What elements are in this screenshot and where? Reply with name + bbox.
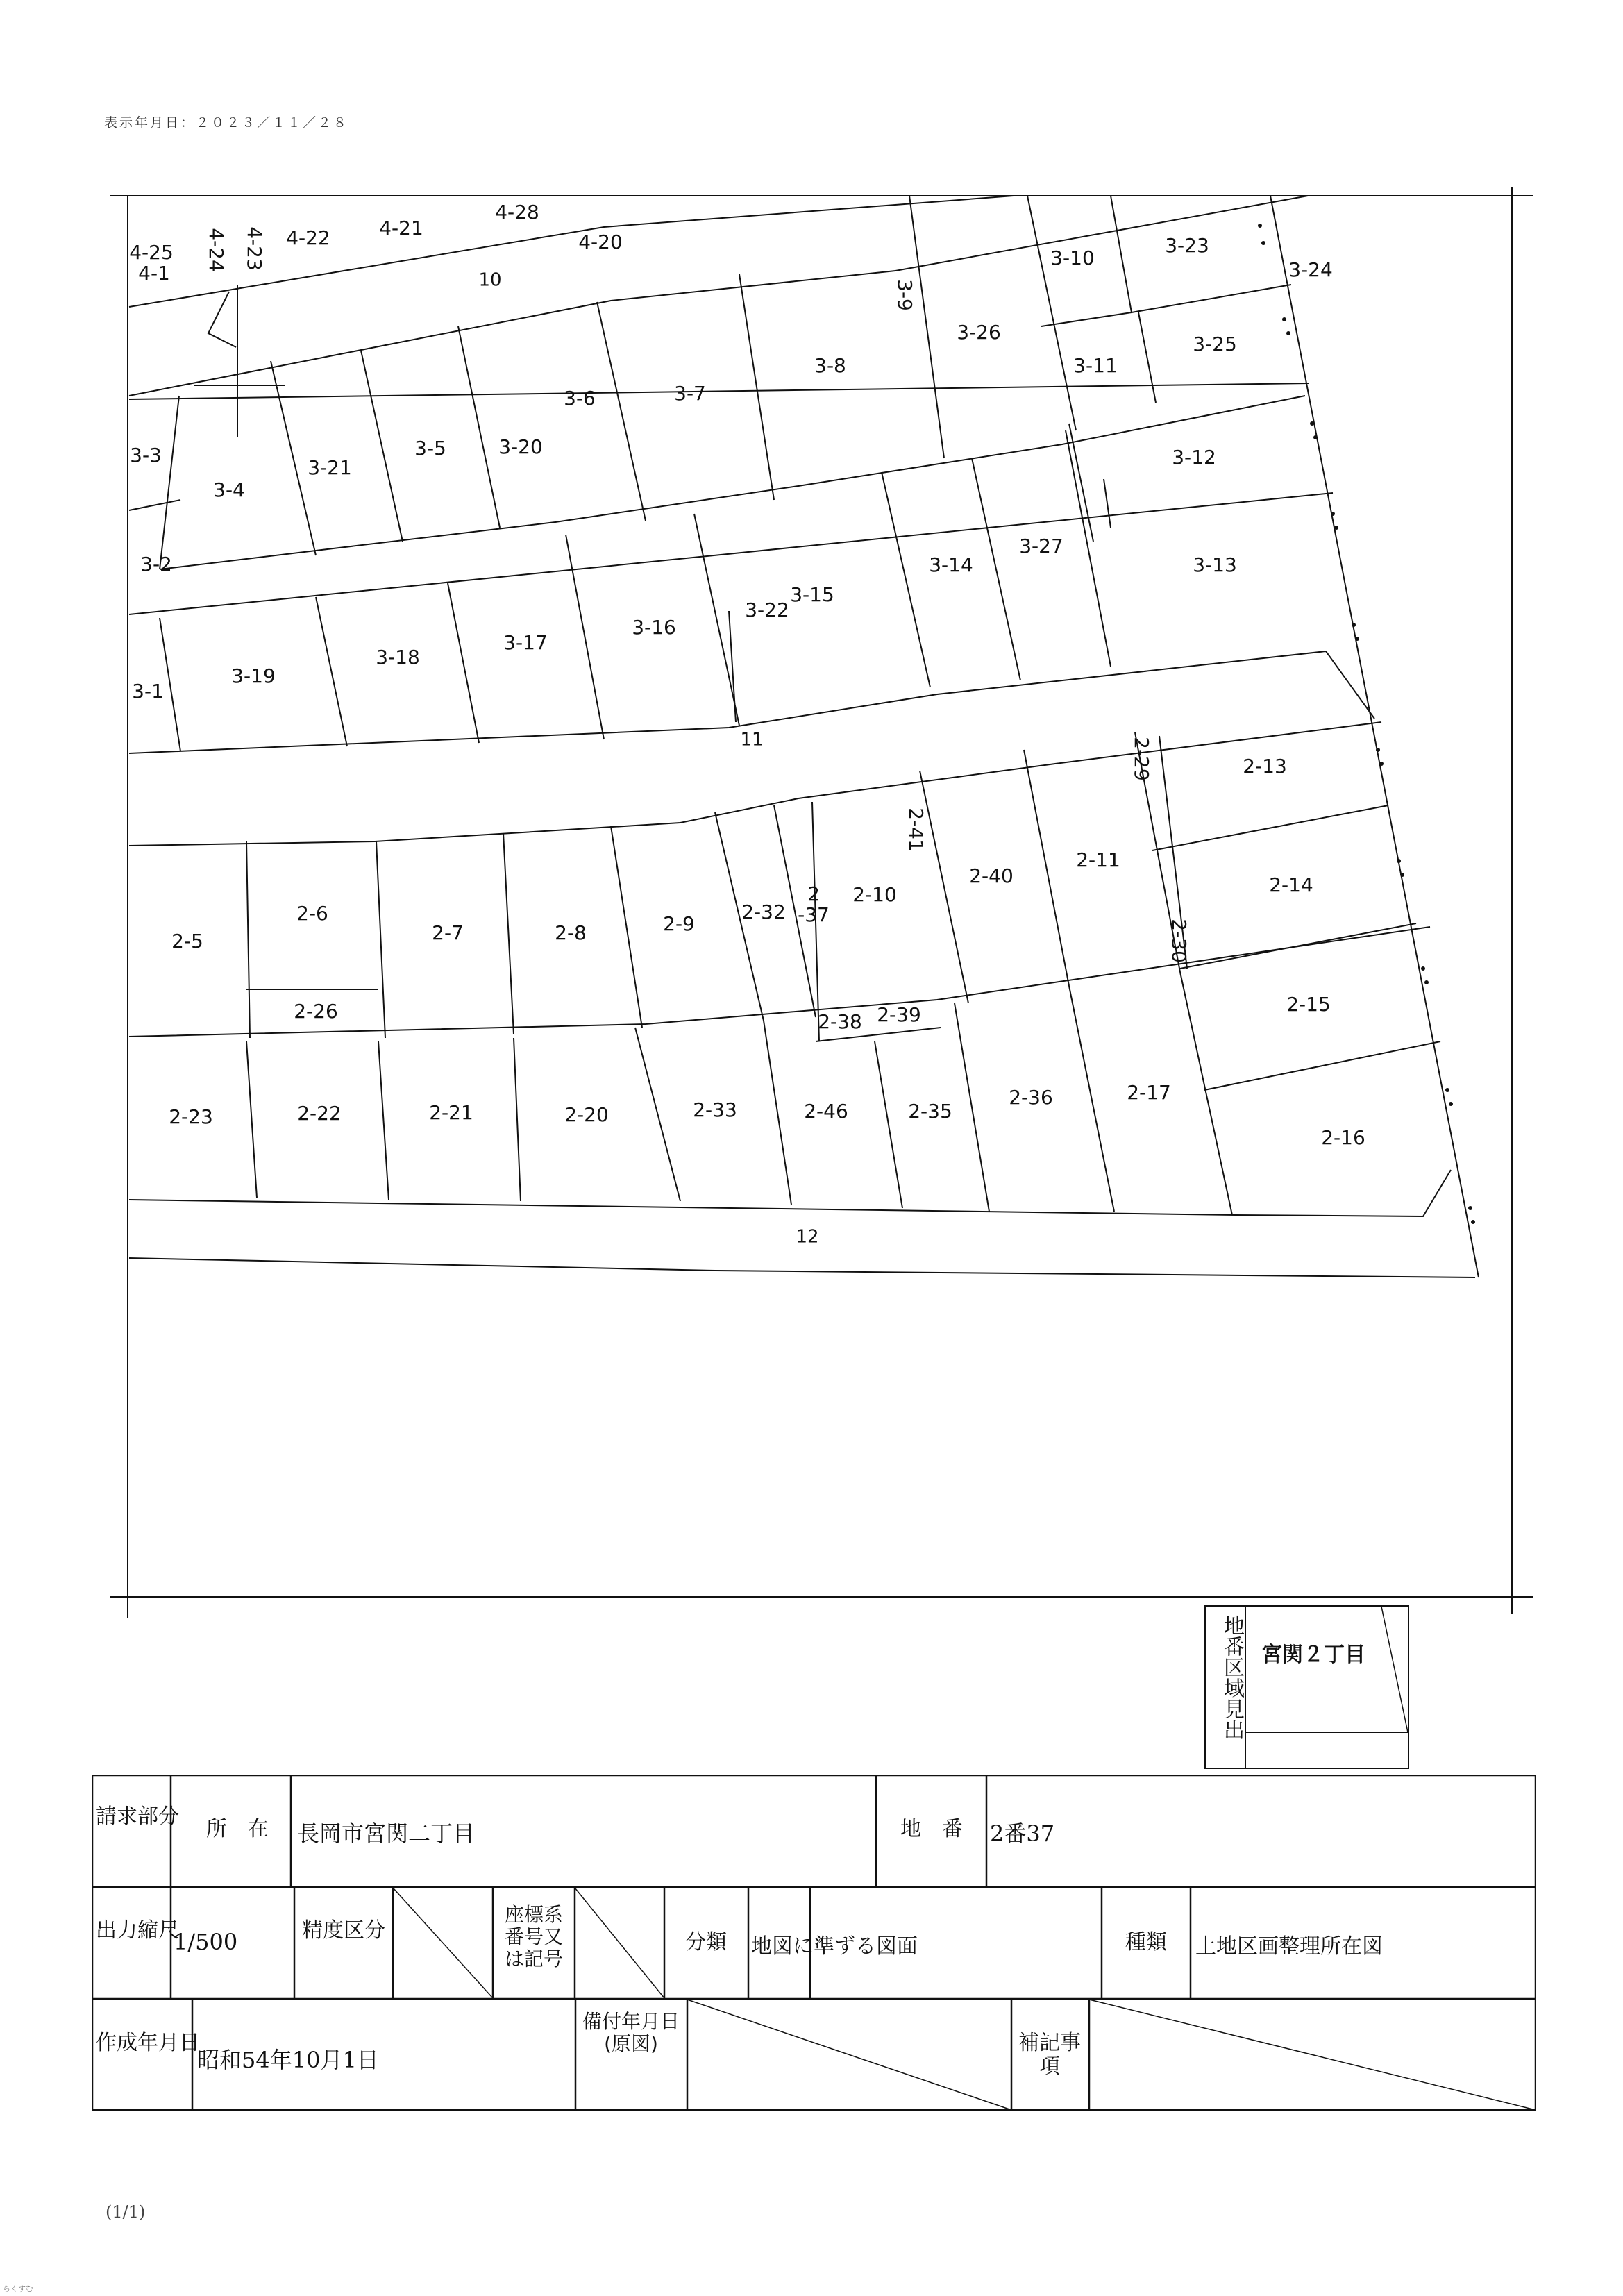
parcel-label: 3-2: [140, 553, 172, 576]
parcel-label: 4-24: [205, 228, 228, 272]
parcel-label: 3-23: [1165, 234, 1209, 257]
location-value: 長岡市宮関二丁目: [297, 1820, 476, 1847]
parcel-label: 3-16: [632, 616, 676, 639]
parcel-label: 3-18: [376, 646, 420, 669]
location-label: 所 在: [206, 1817, 269, 1841]
parcel-label: 2-38: [818, 1010, 862, 1033]
parcel-label: 2-11: [1076, 848, 1120, 871]
parcel-label: 2-9: [663, 912, 695, 935]
parcel-label: 2-15: [1286, 993, 1331, 1016]
parcel-label: 2-29: [1130, 737, 1153, 781]
parcel-label: 2-35: [908, 1100, 952, 1123]
parcel-label: 2-6: [296, 902, 328, 925]
coord-label: 座標系番号又は記号: [504, 1903, 563, 1970]
parcel-label: 2-30: [1168, 919, 1191, 963]
lot-label: 地 番: [900, 1817, 963, 1841]
parcel-label: 2-8: [555, 921, 587, 944]
parcel-label: 2-46: [804, 1100, 848, 1123]
parcel-label: 3-13: [1193, 553, 1237, 576]
parcel-label: 2-20: [564, 1103, 609, 1126]
parcel-label: 3-22: [745, 598, 789, 621]
road-label: 12: [796, 1226, 819, 1248]
category-label: 分類: [685, 1930, 727, 1954]
parcel-label: 3-4: [213, 478, 245, 501]
parcel-label: 4-1: [138, 262, 170, 285]
parcel-label: 2-21: [429, 1101, 473, 1124]
parcel-label: 3-25: [1193, 333, 1237, 355]
parcel-label: 2-13: [1243, 755, 1287, 778]
precision-label: 精度区分: [302, 1918, 385, 1943]
parcel-label: 2-26: [294, 1000, 338, 1023]
created-value: 昭和54年10月1日: [197, 2047, 379, 2073]
parcel-label: 2-41: [905, 807, 927, 852]
parcel-label: 3-5: [414, 437, 446, 460]
dated-label: 備付年月日(原図): [582, 2010, 680, 2055]
parcel-label: 3-20: [498, 435, 543, 458]
page-count: (1/1): [106, 2202, 146, 2222]
notes-label: 補記事項: [1018, 2031, 1081, 2079]
parcel-label: 2-22: [297, 1102, 342, 1125]
parcel-label: 4-20: [578, 231, 623, 253]
parcel-label: 3-26: [957, 321, 1001, 344]
parcel-label: 3-6: [564, 387, 596, 410]
parcel-label: 4-25: [129, 241, 174, 264]
parcel-label: 3-19: [231, 664, 276, 687]
parcel-label: 3-7: [674, 382, 706, 405]
parcel-label: 4-21: [379, 217, 423, 240]
info-table: [92, 1775, 1536, 2111]
parcel-label: 4-23: [243, 226, 266, 271]
kind-label: 種類: [1125, 1930, 1167, 1954]
parcel-label: 3-12: [1172, 446, 1216, 469]
road-label: 11: [740, 729, 764, 751]
parcel-label: 3-17: [503, 631, 548, 654]
parcel-label: 3-27: [1019, 535, 1063, 558]
parcel-label: 3-8: [814, 354, 846, 377]
parcel-label: 2-14: [1269, 873, 1313, 896]
print-date: 表示年月日：２０２３／１１／２８: [104, 115, 349, 131]
parcel-label: 3-11: [1073, 354, 1118, 377]
request-label: 請求部分: [96, 1804, 179, 1829]
index-label: 地番区域見出: [1204, 1605, 1246, 1769]
parcel-label: 3-14: [929, 553, 973, 576]
parcel-label: 2-17: [1127, 1081, 1171, 1104]
parcel-label: 3-3: [130, 444, 162, 467]
category-value: 地図に準ずる図面: [751, 1934, 918, 1959]
parcel-label: 3-9: [893, 279, 916, 311]
lot-area-index-box: [1204, 1605, 1409, 1769]
parcel-label: 3-1: [132, 680, 164, 703]
parcel-label: 2-7: [432, 921, 464, 944]
parcel-label: 4-28: [495, 201, 539, 224]
parcel-label: 2-10: [852, 883, 897, 906]
parcel-label: 2-16: [1321, 1126, 1365, 1149]
parcel-label: 3-15: [790, 583, 834, 606]
kind-value: 土地区画整理所在図: [1195, 1934, 1383, 1959]
road-label: 10: [478, 269, 502, 291]
index-value: 宮関２丁目: [1261, 1643, 1365, 1667]
parcel-label: 2-36: [1009, 1086, 1053, 1109]
created-label: 作成年月日: [96, 2031, 200, 2055]
scale-label: 出力縮尺: [96, 1918, 179, 1943]
lot-value: 2番37: [990, 1820, 1055, 1847]
parcel-label: 2-5: [171, 930, 203, 953]
parcel-label: 2-32: [741, 900, 786, 923]
parcel-label: 3-21: [308, 456, 352, 479]
parcel-label: 4-22: [286, 226, 330, 249]
scale-value: 1/500: [174, 1929, 238, 1955]
parcel-label: 2-39: [877, 1003, 921, 1026]
parcel-label: 2-33: [693, 1098, 737, 1121]
parcel-label: 2 -37: [798, 882, 830, 926]
parcel-label: 3-10: [1050, 246, 1095, 269]
parcel-label: 2-40: [969, 864, 1014, 887]
parcel-label: 2-23: [169, 1105, 213, 1128]
footer-mark: らくすむ: [3, 2284, 33, 2293]
parcel-label: 3-24: [1288, 258, 1333, 281]
